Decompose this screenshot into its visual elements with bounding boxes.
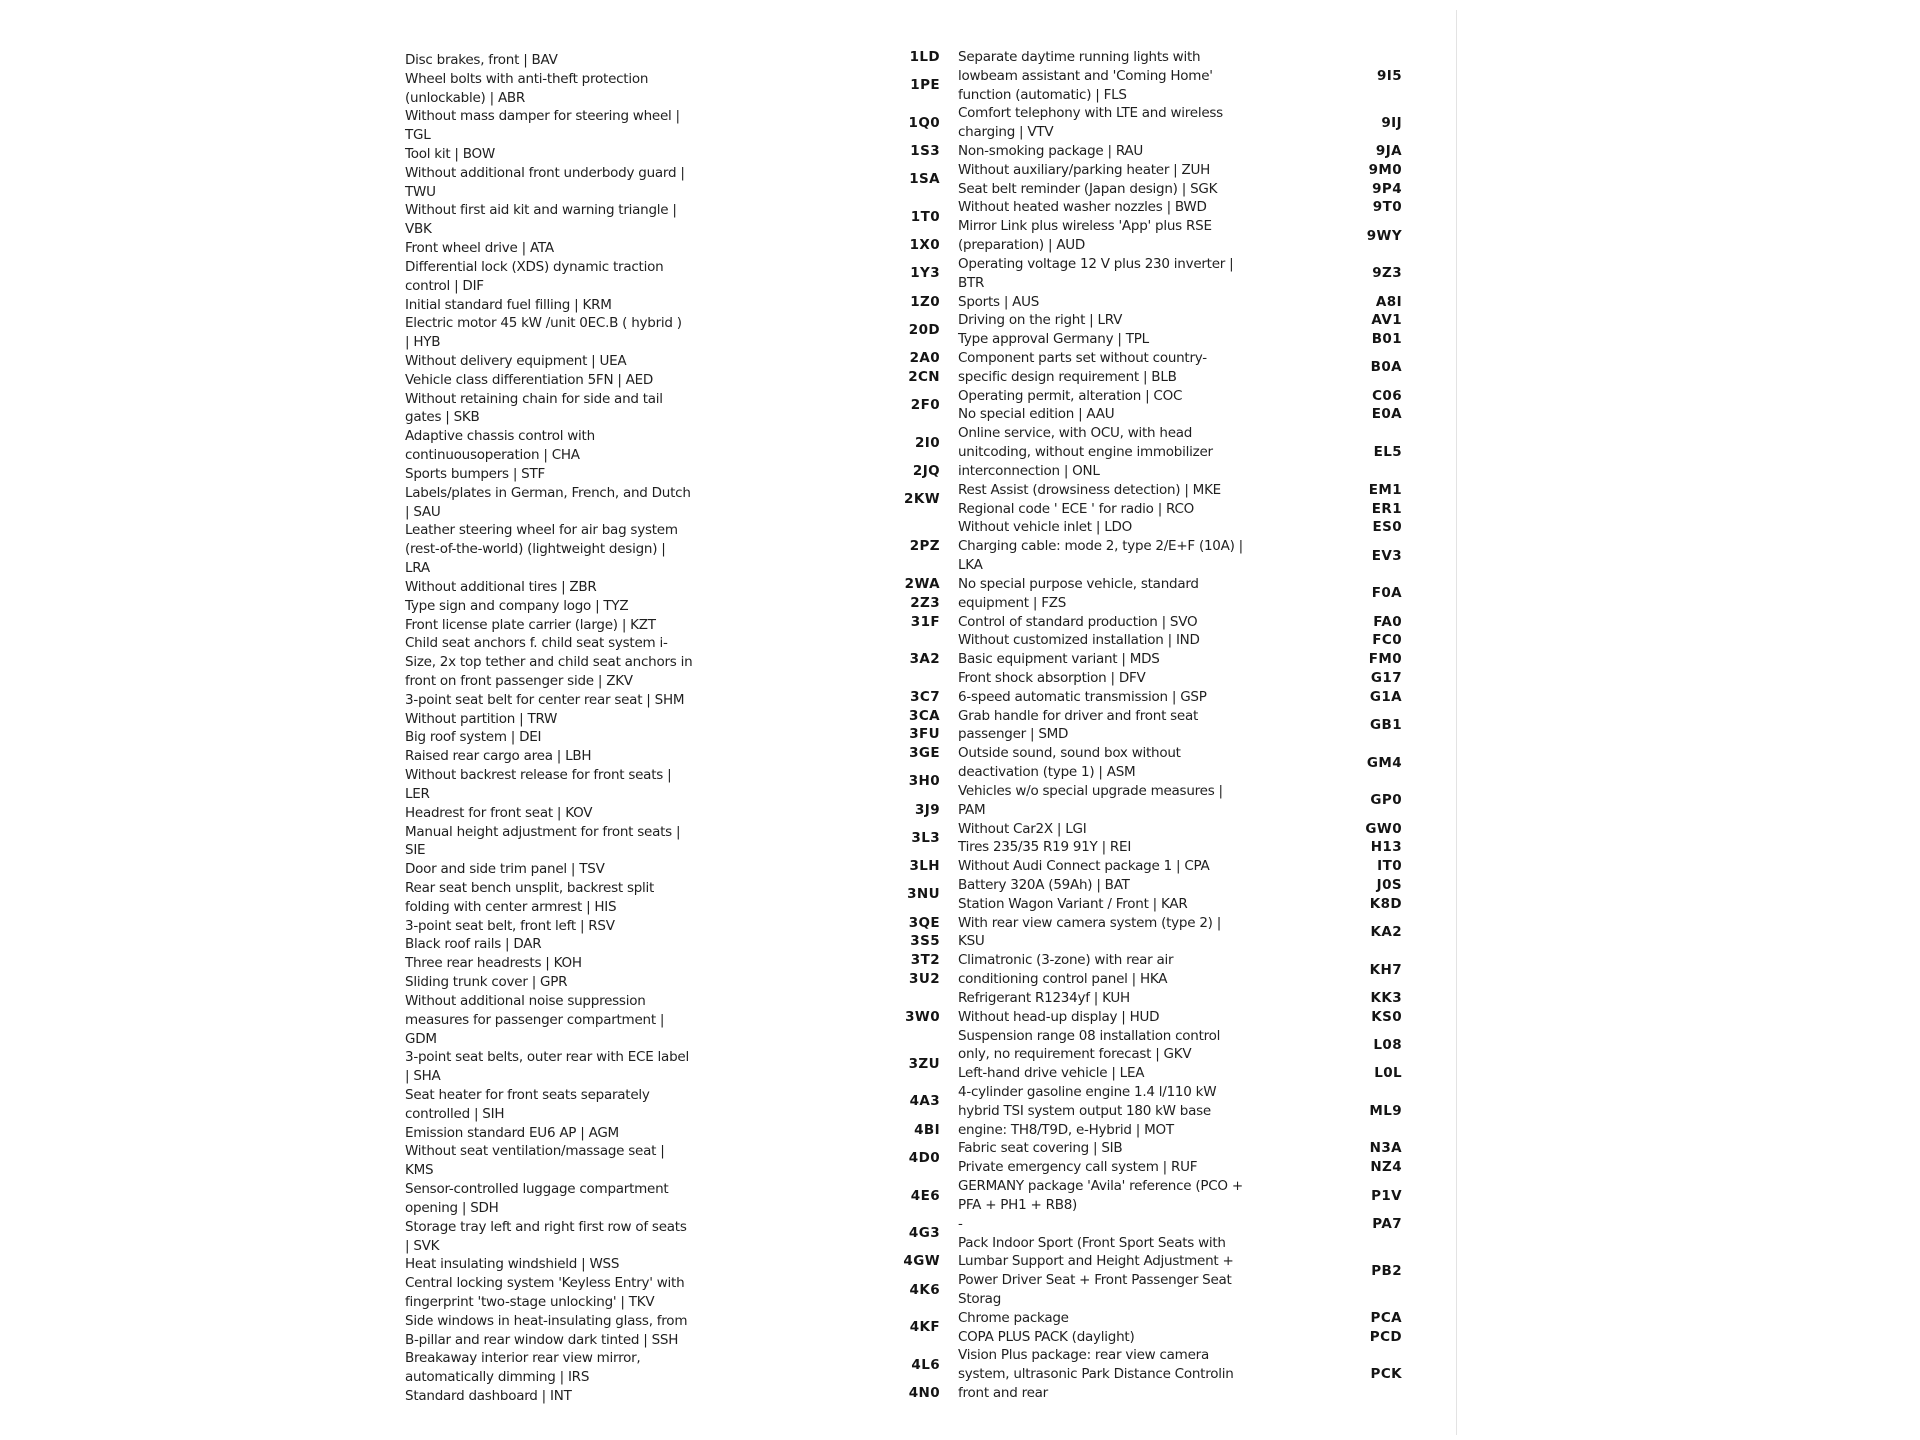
pr-code: KH7 [1369, 961, 1402, 978]
equipment-line: Type sign and company logo | TYZ [405, 597, 629, 614]
equipment-line: PAM [958, 801, 986, 818]
equipment-line: folding with center armrest | HIS [405, 898, 617, 915]
pr-code: 2F0 [910, 397, 940, 414]
equipment-line: COPA PLUS PACK (daylight) [958, 1328, 1135, 1345]
equipment-line: Without customized installation | IND [958, 632, 1200, 649]
equipment-line: Vehicles w/o special upgrade measures | [958, 782, 1223, 799]
equipment-line: Initial standard fuel filling | KRM [405, 296, 612, 313]
pr-code: 3T2 [910, 952, 940, 969]
equipment-line: Front shock absorption | DFV [958, 669, 1146, 686]
equipment-line: Electric motor 45 kW /unit 0EC.B ( hybrid ) [405, 315, 682, 332]
equipment-line: automatically dimming | IRS [405, 1369, 590, 1386]
equipment-line: Disc brakes, front | BAV [405, 51, 558, 68]
pr-code: 3GE [909, 745, 940, 762]
equipment-line: conditioning control panel | HKA [958, 971, 1168, 988]
equipment-line: KMS [405, 1162, 434, 1179]
equipment-line: PFA + PH1 + RB8) [958, 1196, 1078, 1213]
pr-code: 3FU [909, 726, 940, 743]
equipment-line: Suspension range 08 installation control [958, 1027, 1221, 1044]
equipment-line: GERMANY package 'Avila' reference (PCO + [958, 1178, 1243, 1195]
equipment-line: Vehicle class differentiation 5FN | AED [405, 371, 654, 388]
pr-code: 1T0 [910, 208, 940, 225]
pr-code: PCA [1370, 1309, 1402, 1326]
pr-code: 3J9 [914, 801, 940, 818]
pr-code: 4D0 [908, 1149, 940, 1166]
pr-code: GW0 [1365, 820, 1402, 837]
pr-code: 9P4 [1372, 180, 1402, 197]
equipment-line: Size, 2x top tether and child seat anchors in [405, 654, 693, 671]
pr-code: 9M0 [1368, 161, 1402, 178]
equipment-line: Left-hand drive vehicle | LEA [958, 1065, 1145, 1082]
equipment-line: lowbeam assistant and 'Coming Home' [958, 67, 1213, 84]
equipment-line: Tires 235/35 R19 91Y | REI [958, 839, 1132, 856]
equipment-line: Type approval Germany | TPL [958, 331, 1149, 348]
equipment-line: | SHA [405, 1068, 441, 1085]
equipment-line: Chrome package [958, 1309, 1069, 1326]
equipment-line: Sensor-controlled luggage compartment [405, 1181, 669, 1198]
pr-code: 3QE [908, 914, 940, 931]
equipment-line: Component parts set without country- [958, 350, 1207, 367]
equipment-line: engine: TH8/T9D, e-Hybrid | MOT [958, 1121, 1174, 1138]
equipment-line: Without delivery equipment | UEA [405, 353, 627, 370]
pr-code: 4BI [914, 1121, 940, 1138]
equipment-line: Breakaway interior rear view mirror, [405, 1350, 641, 1367]
equipment-line: passenger | SMD [958, 726, 1069, 743]
equipment-line: only, no requirement forecast | GKV [958, 1046, 1192, 1063]
pr-code: J0S [1376, 876, 1402, 893]
pr-code: EM1 [1368, 481, 1402, 498]
equipment-line: Without seat ventilation/massage seat | [405, 1143, 665, 1160]
pr-code: P1V [1371, 1187, 1402, 1204]
pr-code: 3ZU [908, 1055, 940, 1072]
equipment-line: system, ultrasonic Park Distance Controlin [958, 1366, 1234, 1383]
equipment-line: KSU [958, 933, 985, 950]
equipment-line: With rear view camera system (type 2) | [958, 914, 1222, 931]
equipment-line: Without auxiliary/parking heater | ZUH [958, 161, 1211, 178]
equipment-line: gates | SKB [405, 409, 480, 426]
pr-code: 1Q0 [908, 114, 940, 131]
pr-code: ES0 [1372, 519, 1402, 536]
equipment-line: GDM [405, 1030, 437, 1047]
equipment-line: No special purpose vehicle, standard [958, 575, 1199, 592]
equipment-line: Big roof system | DEI [405, 729, 542, 746]
equipment-line: Emission standard EU6 AP | AGM [405, 1124, 619, 1141]
pr-code: 3NU [907, 886, 940, 903]
equipment-line: Without partition | TRW [405, 710, 558, 727]
equipment-line: opening | SDH [405, 1199, 499, 1216]
equipment-line: No special edition | AAU [958, 406, 1115, 423]
pr-code: GB1 [1370, 717, 1402, 733]
pr-code: AV1 [1371, 312, 1402, 329]
pr-code: 1Z0 [910, 293, 940, 310]
equipment-line: Comfort telephony with LTE and wireless [958, 105, 1223, 122]
equipment-line: Sliding trunk cover | GPR [405, 974, 568, 991]
pr-code: 2PZ [909, 538, 940, 555]
equipment-line: control | DIF [405, 277, 484, 294]
pr-code: 4G3 [908, 1225, 940, 1242]
pr-code: H13 [1370, 839, 1402, 856]
equipment-line: Seat belt reminder (Japan design) | SGK [958, 180, 1218, 197]
equipment-line: BTR [958, 274, 985, 291]
equipment-line: Sports bumpers | STF [405, 465, 546, 482]
equipment-line: Standard dashboard | INT [405, 1388, 572, 1405]
pr-code: K8D [1369, 895, 1402, 912]
equipment-line: 3-point seat belts, outer rear with ECE label [405, 1049, 689, 1066]
equipment-line: Non-smoking package | RAU [958, 143, 1144, 159]
equipment-line: Without first aid kit and warning triangle | [405, 202, 677, 219]
equipment-line: 6-speed automatic transmission | GSP [958, 688, 1207, 705]
pr-code: 2I0 [914, 434, 940, 451]
equipment-line: LER [405, 785, 430, 802]
equipment-line: 3-point seat belt, front left | RSV [405, 917, 615, 934]
pr-code: 4KF [909, 1319, 940, 1336]
pr-code: 9T0 [1372, 199, 1402, 216]
pr-code: PCK [1370, 1366, 1402, 1383]
equipment-line: | SVK [405, 1237, 440, 1254]
pr-code: 1LD [909, 48, 940, 65]
equipment-line: Seat heater for front seats separately [405, 1087, 650, 1103]
pr-code: 9WY [1366, 227, 1402, 244]
pr-code: 4N0 [908, 1385, 940, 1402]
pr-code: FC0 [1372, 632, 1402, 649]
pr-code: B0A [1370, 359, 1402, 376]
equipment-line: Without Audi Connect package 1 | CPA [958, 858, 1210, 875]
pr-code: GM4 [1366, 754, 1402, 771]
equipment-line: VBK [405, 221, 432, 238]
equipment-line: 3-point seat belt for center rear seat | SHM [405, 691, 685, 708]
equipment-line: Without retaining chain for side and tail [405, 390, 663, 407]
pr-code: L0L [1374, 1065, 1402, 1082]
equipment-line: Control of standard production | SVO [958, 613, 1198, 630]
pr-code: 9JA [1375, 143, 1402, 159]
equipment-line: 4-cylinder gasoline engine 1.4 l/110 kW [958, 1084, 1217, 1100]
equipment-line: hybrid TSI system output 180 kW base [958, 1102, 1211, 1119]
equipment-line: charging | VTV [958, 124, 1054, 141]
pr-code: 4A3 [909, 1093, 940, 1110]
equipment-line: Leather steering wheel for air bag system [405, 522, 678, 539]
pr-code: 2Z3 [910, 594, 940, 611]
equipment-line: B-pillar and rear window dark tinted | SSH [405, 1331, 679, 1348]
equipment-line: continuousoperation | CHA [405, 447, 580, 464]
equipment-line: Without mass damper for steering wheel | [405, 108, 680, 125]
pr-code: 9I5 [1376, 67, 1402, 84]
equipment-line: Operating voltage 12 V plus 230 inverter | [958, 255, 1234, 272]
equipment-line: Without additional noise suppression [405, 992, 646, 1009]
equipment-line: Battery 320A (59Ah) | BAT [958, 876, 1130, 893]
pr-code: 4K6 [909, 1281, 940, 1298]
equipment-line: Headrest for front seat | KOV [405, 804, 593, 821]
pr-code: 3A2 [909, 651, 940, 668]
pr-code: G17 [1370, 669, 1402, 686]
pr-code: KS0 [1371, 1008, 1402, 1025]
equipment-line: Front wheel drive | ATA [405, 240, 554, 257]
pr-code: 4L6 [911, 1356, 940, 1373]
equipment-line: Front license plate carrier (large) | KZT [405, 616, 656, 633]
equipment-line: Rear seat bench unsplit, backrest split [405, 879, 655, 896]
equipment-line: Child seat anchors f. child seat system i- [405, 635, 668, 652]
equipment-line: Differential lock (XDS) dynamic traction [405, 258, 664, 275]
pr-code: KK3 [1370, 989, 1402, 1006]
equipment-line: front and rear [958, 1385, 1048, 1402]
equipment-line: deactivation (type 1) | ASM [958, 764, 1136, 781]
pr-code: ML9 [1369, 1102, 1402, 1119]
equipment-line: Private emergency call system | RUF [958, 1159, 1198, 1176]
equipment-line: Without head-up display | HUD [958, 1008, 1160, 1025]
pr-code: B01 [1371, 331, 1402, 348]
equipment-line: measures for passenger compartment | [405, 1011, 665, 1028]
pr-code: 2CN [908, 368, 940, 385]
equipment-line: TGL [405, 127, 431, 144]
equipment-line: Online service, with OCU, with head [958, 425, 1193, 442]
pr-code: 3U2 [909, 971, 940, 988]
pr-code: 3H0 [908, 773, 940, 790]
equipment-line: Without vehicle inlet | LDO [958, 519, 1133, 536]
pr-code: 1X0 [909, 237, 940, 254]
pr-code: 9IJ [1381, 114, 1402, 131]
equipment-line: Climatronic (3-zone) with rear air [958, 952, 1174, 969]
equipment-line: Refrigerant R1234yf | KUH [958, 989, 1130, 1006]
pr-code: 3C7 [910, 688, 940, 705]
pr-code: 2A0 [909, 350, 940, 367]
equipment-line: Power Driver Seat + Front Passenger Seat [958, 1272, 1232, 1289]
pr-code: N3A [1369, 1140, 1402, 1157]
equipment-line: Charging cable: mode 2, type 2/E+F (10A) | [958, 538, 1243, 555]
equipment-line: - [958, 1215, 963, 1232]
equipment-line: Central locking system 'Keyless Entry' with [405, 1275, 685, 1292]
equipment-line: Station Wagon Variant / Front | KAR [958, 895, 1188, 912]
equipment-line: (preparation) | AUD [958, 237, 1086, 254]
equipment-line: Three rear headrests | KOH [405, 955, 582, 972]
equipment-line: Rest Assist (drowsiness detection) | MKE [958, 481, 1221, 498]
equipment-line: front on front passenger side | ZKV [405, 672, 633, 689]
pr-code: F0A [1371, 585, 1402, 602]
pr-code: 3CA [909, 707, 940, 724]
equipment-line: Storag [958, 1291, 1002, 1308]
pr-code: 3S5 [910, 933, 940, 950]
equipment-line: Door and side trim panel | TSV [405, 861, 605, 878]
equipment-line: Mirror Link plus wireless 'App' plus RSE [958, 218, 1212, 235]
equipment-line: fingerprint 'two-stage unlocking' | TKV [405, 1294, 655, 1311]
equipment-line: Outside sound, sound box without [958, 745, 1181, 762]
equipment-line: Manual height adjustment for front seats | [405, 823, 681, 840]
pr-code: 1PE [910, 77, 940, 94]
equipment-line: Raised rear cargo area | LBH [405, 748, 592, 765]
equipment-line: Pack Indoor Sport (Front Sport Seats with [958, 1234, 1226, 1251]
pr-code: IT0 [1377, 858, 1402, 875]
pr-code: 31F [910, 613, 940, 630]
equipment-line: Labels/plates in German, French, and Dutch [405, 484, 691, 501]
pr-code: 3LH [909, 858, 940, 875]
pr-code: 1S3 [910, 143, 940, 159]
equipment-line: Separate daytime running lights with [958, 48, 1201, 65]
equipment-line: | SAU [405, 503, 441, 520]
pr-code: GP0 [1370, 792, 1402, 809]
pr-code: PCD [1369, 1328, 1402, 1345]
pr-code: FA0 [1373, 613, 1402, 630]
pr-code: PA7 [1372, 1215, 1402, 1232]
equipment-line: Fabric seat covering | SIB [958, 1140, 1123, 1157]
equipment-line: (rest-of-the-world) (lightweight design) | [405, 541, 666, 558]
equipment-line: Without backrest release for front seats | [405, 767, 672, 784]
equipment-line: Storage tray left and right first row of seats [405, 1218, 687, 1235]
pr-code: C06 [1372, 387, 1402, 404]
equipment-line: LKA [958, 557, 983, 574]
equipment-line: Wheel bolts with anti-theft protection [405, 70, 649, 87]
equipment-line: unitcoding, without engine immobilizer [958, 444, 1213, 461]
equipment-line: Basic equipment variant | MDS [958, 651, 1160, 668]
pr-code: PB2 [1371, 1262, 1402, 1279]
equipment-line: Vision Plus package: rear view camera [958, 1347, 1209, 1364]
equipment-line: interconnection | ONL [958, 462, 1100, 479]
equipment-line: (unlockable) | ABR [405, 89, 526, 106]
pr-code: EL5 [1373, 444, 1402, 461]
equipment-line: TWU [405, 183, 436, 200]
pr-code: FM0 [1368, 651, 1402, 668]
pr-code: E0A [1371, 406, 1402, 423]
equipment-line: Sports | AUS [958, 293, 1040, 310]
equipment-line: equipment | FZS [958, 594, 1067, 611]
equipment-line: Driving on the right | LRV [958, 312, 1123, 329]
pr-code: ER1 [1371, 500, 1402, 517]
pr-code: 3W0 [905, 1008, 940, 1025]
pr-code: 2JQ [912, 462, 940, 479]
equipment-line: Black roof rails | DAR [405, 936, 542, 953]
pr-code: 4E6 [910, 1187, 940, 1204]
pr-code: 2WA [904, 575, 940, 592]
equipment-line: LRA [405, 560, 430, 577]
pr-code: L08 [1373, 1036, 1402, 1053]
equipment-line: Without heated washer nozzles | BWD [958, 199, 1207, 216]
pr-code: 1Y3 [910, 265, 940, 282]
equipment-line: Tool kit | BOW [405, 146, 496, 162]
pr-code: 4GW [903, 1253, 940, 1270]
equipment-line: function (automatic) | FLS [958, 86, 1127, 103]
equipment-line: Without Car2X | LGI [958, 820, 1087, 837]
equipment-line: Regional code ' ECE ' for radio | RCO [958, 500, 1195, 517]
pr-code: A8I [1375, 293, 1402, 310]
equipment-line: | HYB [405, 334, 441, 351]
equipment-line: Heat insulating windshield | WSS [405, 1256, 620, 1273]
equipment-line: Adaptive chassis control with [405, 428, 595, 445]
equipment-line: controlled | SIH [405, 1105, 505, 1122]
equipment-line: Side windows in heat-insulating glass, from [405, 1312, 688, 1329]
pr-code: 9Z3 [1372, 265, 1402, 282]
pr-code: EV3 [1371, 547, 1402, 564]
pr-code: 2KW [904, 491, 940, 508]
equipment-line: SIE [405, 842, 426, 859]
pr-code: 3L3 [911, 829, 940, 846]
pr-code: KA2 [1370, 924, 1402, 941]
pr-code: 20D [908, 321, 940, 338]
page-edge-divider [1456, 10, 1457, 1435]
equipment-line: Without additional front underbody guard | [405, 164, 685, 181]
pr-code: NZ4 [1370, 1159, 1402, 1176]
equipment-line: Operating permit, alteration | COC [958, 387, 1183, 404]
pr-code: G1A [1369, 688, 1402, 705]
equipment-line: Without additional tires | ZBR [405, 578, 597, 595]
pr-code: 1SA [909, 171, 940, 188]
equipment-line: Lumbar Support and Height Adjustment + [958, 1253, 1234, 1270]
equipment-line: Grab handle for driver and front seat [958, 707, 1199, 724]
equipment-line: specific design requirement | BLB [958, 368, 1177, 385]
